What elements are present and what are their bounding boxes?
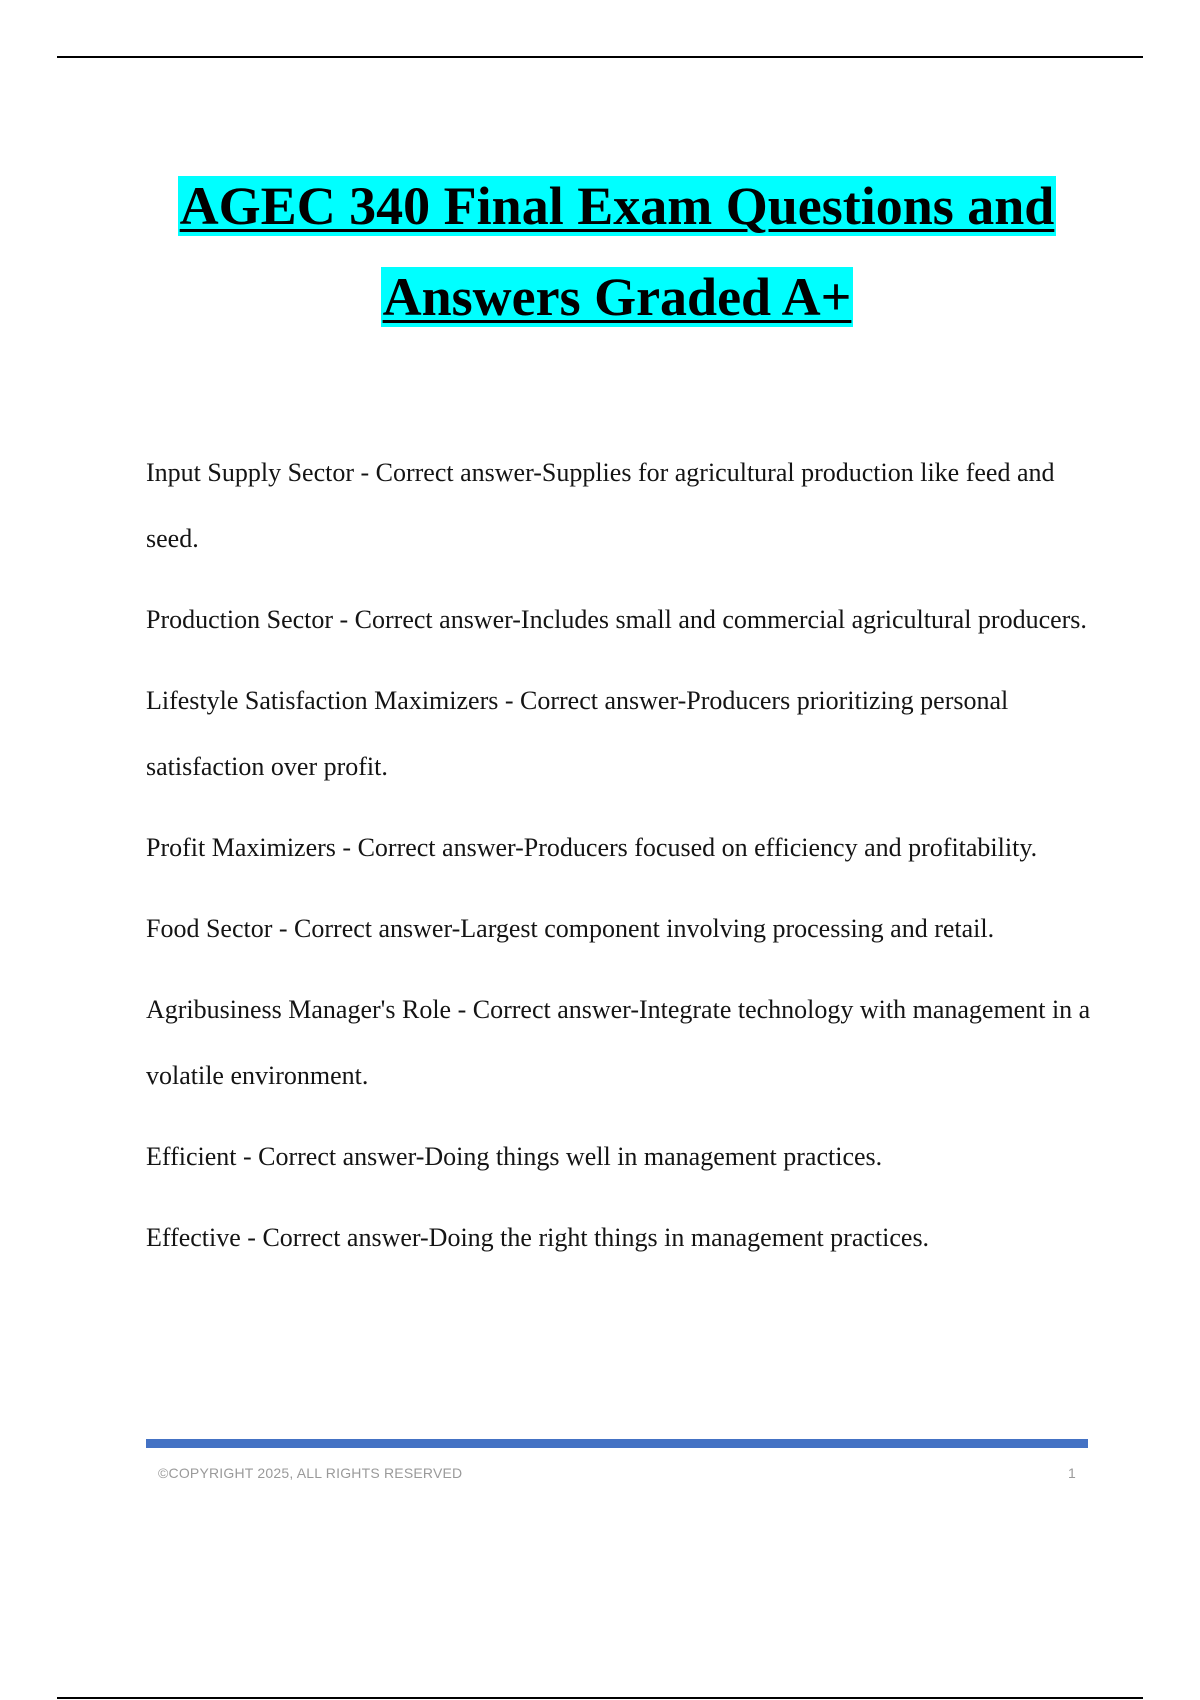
qa-entry-agribusiness-manager-role: Agribusiness Manager's Role - Correct answer-Integrate technology with management in a volatile environment.	[146, 995, 1091, 1090]
qa-entry-input-supply-sector: Input Supply Sector - Correct answer-Supplies for agricultural production like feed and seed.	[146, 458, 1055, 553]
document-title	[0, 176, 1200, 327]
footer-copyright: ©COPYRIGHT 2025, ALL RIGHTS RESERVED	[158, 1465, 463, 1481]
qa-entry-profit-maximizers: Profit Maximizers - Correct answer-Producers focused on efficiency and profitability.	[146, 833, 1038, 862]
qa-entry-lifestyle-satisfaction-maximizers: Lifestyle Satisfaction Maximizers - Correct answer-Producers prioritizing personal satisfaction over profit.	[146, 686, 1009, 781]
header-rule	[57, 56, 1143, 58]
footer-rule	[57, 1697, 1143, 1699]
title-line-1: AGEC 340 Final Exam Questions and	[179, 176, 1055, 236]
qa-entry-effective: Effective - Correct answer-Doing the right things in management practices.	[146, 1223, 930, 1252]
qa-entry-efficient: Efficient - Correct answer-Doing things well in management practices.	[146, 1142, 883, 1171]
title-line-2: Answers Graded A+	[382, 267, 852, 327]
footer-bar	[146, 1439, 1088, 1448]
qa-entry-food-sector: Food Sector - Correct answer-Largest component involving processing and retail.	[146, 914, 995, 943]
qa-list	[146, 440, 1096, 1286]
qa-entry-production-sector: Production Sector - Correct answer-Includes small and commercial agricultural producers.	[146, 605, 1087, 634]
footer-page-number: 1	[1068, 1465, 1076, 1481]
